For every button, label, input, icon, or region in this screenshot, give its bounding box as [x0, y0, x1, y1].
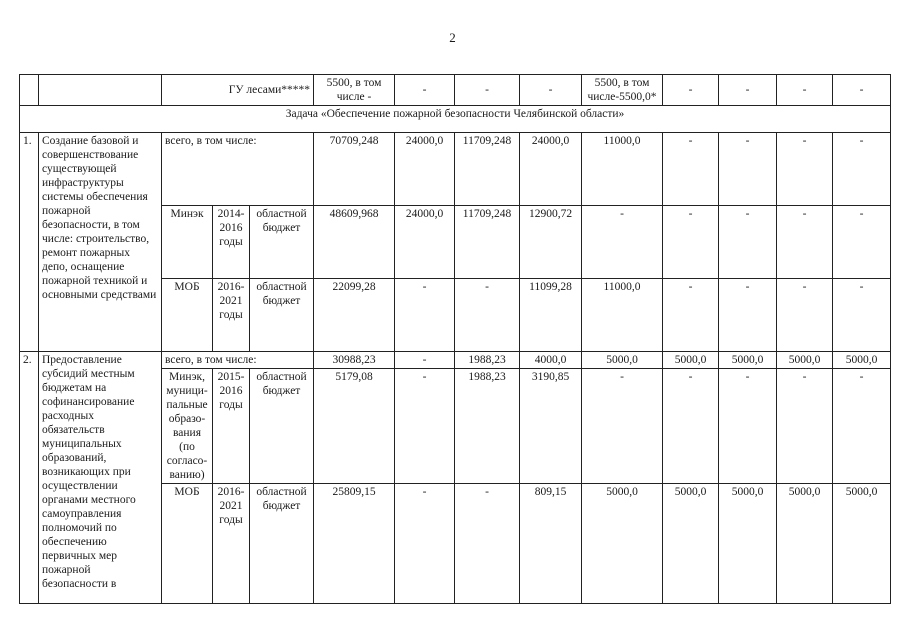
value-cell: - [582, 369, 663, 484]
value-cell: 12900,72 [520, 206, 582, 279]
executor-cell: МОБ [162, 279, 213, 352]
value-cell: - [719, 369, 777, 484]
value-cell: 5000,0 [663, 352, 719, 369]
value-cell: - [833, 133, 891, 206]
table-row [20, 75, 891, 106]
executor-label: ГУ лесами***** [162, 75, 314, 106]
empty-cell [20, 75, 39, 106]
value-cell: - [719, 279, 777, 352]
value-cell: 48609,968 [314, 206, 395, 279]
value-cell: - [777, 75, 833, 106]
value-cell: - [395, 75, 455, 106]
value-cell: - [455, 484, 520, 604]
value-cell: 11000,0 [582, 279, 663, 352]
value-cell: - [663, 133, 719, 206]
value-cell: - [777, 133, 833, 206]
value-cell: 70709,248 [314, 133, 395, 206]
item-number: 1. [20, 133, 39, 352]
value-cell: - [395, 484, 455, 604]
value-cell: - [395, 279, 455, 352]
value-cell: 11000,0 [582, 133, 663, 206]
total-label: всего, в том числе: [162, 133, 314, 206]
value-cell: - [719, 75, 777, 106]
value-cell: 24000,0 [395, 206, 455, 279]
value-cell: 809,15 [520, 484, 582, 604]
value-cell: - [719, 133, 777, 206]
executor-cell: Минэк, муници-пальные образо-вания (по согласо-ванию) [162, 369, 213, 484]
value-cell: - [719, 206, 777, 279]
source-cell: областной бюджет [250, 369, 314, 484]
table-row [20, 352, 891, 369]
executor-cell: МОБ [162, 484, 213, 604]
value-cell: - [777, 369, 833, 484]
value-cell: 25809,15 [314, 484, 395, 604]
value-cell: - [395, 352, 455, 369]
value-cell: - [777, 279, 833, 352]
source-cell: областной бюджет [250, 484, 314, 604]
executor-cell: Минэк [162, 206, 213, 279]
total-cell: 5500, в том числе - [314, 75, 395, 106]
value-cell: 5000,0 [777, 352, 833, 369]
years-cell: 2016-2021 годы [213, 484, 250, 604]
task-title: Задача «Обеспечение пожарной безопасности Челябинской области» [20, 106, 891, 133]
source-cell: областной бюджет [250, 279, 314, 352]
value-cell: - [455, 279, 520, 352]
years-cell: 2014-2016 годы [213, 206, 250, 279]
value-cell: - [663, 369, 719, 484]
value-cell: - [833, 369, 891, 484]
value-cell: - [833, 279, 891, 352]
value-cell: 5000,0 [582, 352, 663, 369]
value-cell: - [833, 206, 891, 279]
value-cell: 5000,0 [833, 352, 891, 369]
value-cell: - [395, 369, 455, 484]
table-row [20, 133, 891, 206]
source-cell: областной бюджет [250, 206, 314, 279]
value-cell: 1988,23 [455, 369, 520, 484]
value-cell: - [582, 206, 663, 279]
table-row [20, 106, 891, 133]
item-name: Предоставление субсидий местным бюджетам на софинансирование расходных обязательств муниципальных образований, возникающих при осуществлении органами местного самоуправления полномочий по обеспечению первичных мер пожарной безопасности в [39, 352, 162, 604]
value-cell: 5000,0 [777, 484, 833, 604]
value-cell: - [663, 75, 719, 106]
value-cell: 3190,85 [520, 369, 582, 484]
empty-cell [39, 75, 162, 106]
value-cell: - [777, 206, 833, 279]
years-cell: 2015-2016 годы [213, 369, 250, 484]
value-cell: 4000,0 [520, 352, 582, 369]
value-cell: 24000,0 [520, 133, 582, 206]
program-table [19, 74, 891, 604]
value-cell: 1988,23 [455, 352, 520, 369]
value-cell: 5000,0 [719, 484, 777, 604]
value-cell: 22099,28 [314, 279, 395, 352]
value-cell: 5000,0 [582, 484, 663, 604]
item-number: 2. [20, 352, 39, 604]
value-cell: 11709,248 [455, 206, 520, 279]
total-label: всего, в том числе: [162, 352, 314, 369]
value-cell: - [833, 75, 891, 106]
page-number: 2 [449, 30, 456, 45]
value-cell: 5000,0 [663, 484, 719, 604]
years-cell: 2016-2021 годы [213, 279, 250, 352]
value-cell: 5179,08 [314, 369, 395, 484]
value-cell: 11099,28 [520, 279, 582, 352]
value-cell: 5000,0 [719, 352, 777, 369]
value-cell: - [663, 279, 719, 352]
value-cell: 24000,0 [395, 133, 455, 206]
value-cell: - [520, 75, 582, 106]
value-cell: 5000,0 [833, 484, 891, 604]
value-cell: 5500, в том числе-5500,0* [582, 75, 663, 106]
value-cell: - [663, 206, 719, 279]
value-cell: 11709,248 [455, 133, 520, 206]
value-cell: 30988,23 [314, 352, 395, 369]
item-name: Создание базовой и совершенствование существующей инфраструктуры системы обеспечения пожарной безопасности, в том числе: строительство, ремонт пожарных депо, оснащение пожарной техникой и основными средствами [39, 133, 162, 352]
value-cell: - [455, 75, 520, 106]
